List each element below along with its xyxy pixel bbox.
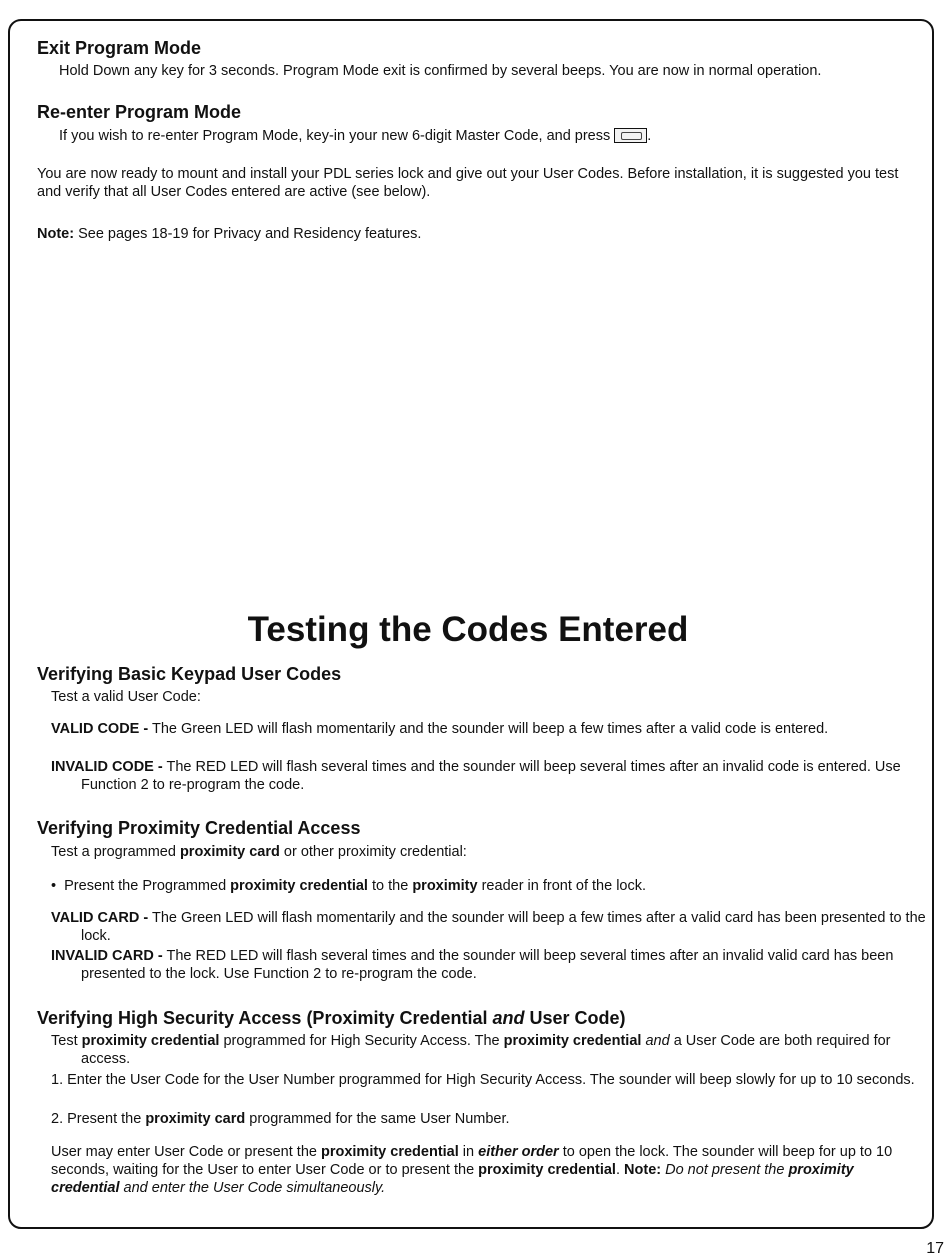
valid-card-label: VALID CARD - (51, 910, 149, 926)
testing-codes-title: Testing the Codes Entered (247, 610, 689, 649)
bullet-d: proximity (412, 878, 478, 894)
final-note-label: Note: (624, 1162, 662, 1178)
hs-heading-b: and (492, 1008, 525, 1028)
ready-paragraph: You are now ready to mount and install your PDL series lock and give out your User Codes. Before installation, it is suggested you test and verify that all User Codes entered are active (see below). (37, 166, 899, 200)
keypad-heading: Verifying Basic Keypad User Codes (37, 664, 342, 684)
final-c: in (458, 1144, 479, 1160)
step-1: 1. Enter the User Code for the User Number programmed for High Security Access. The sounder will beep slowly for up to 10 seconds. (51, 1072, 915, 1088)
hs-heading-a: Verifying High Security Access (Proximity Credential (37, 1008, 493, 1028)
step2-b: proximity card (145, 1111, 246, 1127)
valid-code-text (51, 720, 941, 738)
invalid-code-text (51, 758, 941, 794)
high-security-intro (51, 1032, 941, 1068)
hs-intro-b: proximity credential (81, 1033, 220, 1049)
final-f: proximity credential (478, 1162, 616, 1178)
keypad-intro: Test a valid User Code: (51, 689, 201, 705)
step-2 (51, 1110, 911, 1128)
enter-key-icon (614, 128, 647, 143)
proximity-intro-a: Test a programmed (51, 844, 180, 860)
hs-intro-d: proximity credential (503, 1033, 642, 1049)
invalid-card-text (51, 947, 941, 983)
reenter-text-end: . (647, 128, 652, 144)
final-h: Do not present the (661, 1162, 789, 1178)
bullet-c: to the (367, 878, 413, 894)
bullet-a: Present the Programmed (64, 878, 231, 894)
bullet-b: proximity credential (230, 878, 368, 894)
note-label: Note: (37, 226, 75, 242)
proximity-bullet (51, 877, 911, 895)
hs-heading-c: User Code) (524, 1008, 626, 1028)
bullet-icon: • (51, 878, 57, 894)
high-security-heading (37, 1008, 626, 1029)
reenter-program-mode-heading: Re-enter Program Mode (37, 102, 242, 122)
proximity-intro (51, 843, 467, 861)
step2-c: programmed for the same User Number. (245, 1111, 510, 1127)
final-g: . (615, 1162, 625, 1178)
hs-intro-a: Test (51, 1033, 82, 1049)
proximity-intro-c: or other proximity credential: (279, 844, 467, 860)
final-e: to open the lock. The sounder will beep for up to 10 seconds, waiting for the User to enter User Code or to present the (51, 1144, 893, 1178)
reenter-program-mode-text (59, 127, 919, 145)
invalid-card-desc: The RED LED will flash several times and the sounder will beep several times after an invalid valid card has been presented to the lock. Use Function 2 to re-program the code. (81, 948, 894, 982)
final-i: proximity credential (51, 1162, 854, 1196)
invalid-code-desc: The RED LED will flash several times and the sounder will beep several times after an invalid code is entered. Use Function 2 to re-program the code. (81, 759, 901, 793)
bullet-e: reader in front of the lock. (477, 878, 647, 894)
final-b: proximity credential (320, 1144, 459, 1160)
valid-code-label: VALID CODE - (51, 721, 149, 737)
proximity-intro-b: proximity card (179, 844, 280, 860)
page-number: 17 (926, 1240, 944, 1257)
invalid-code-label: INVALID CODE - (51, 759, 163, 775)
proximity-heading: Verifying Proximity Credential Access (37, 818, 361, 838)
valid-card-text (51, 909, 941, 945)
hs-intro-c: programmed for High Security Access. The (219, 1033, 504, 1049)
reenter-text: If you wish to re-enter Program Mode, key-in your new 6-digit Master Code, and press (59, 128, 611, 144)
invalid-card-label: INVALID CARD - (51, 948, 163, 964)
exit-program-mode-text: Hold Down any key for 3 seconds. Program Mode exit is confirmed by several beeps. You are now in normal operation. (59, 63, 822, 79)
hs-intro-f: and (645, 1033, 670, 1049)
valid-code-desc: The Green LED will flash momentarily and the sounder will beep a few times after a valid code is entered. (148, 721, 829, 737)
final-a: User may enter User Code or present the (51, 1144, 321, 1160)
hs-intro-g: a User Code are both required for access. (81, 1033, 891, 1067)
final-paragraph (51, 1143, 913, 1197)
final-j: and enter the User Code simultaneously. (119, 1180, 386, 1196)
step2-a: 2. Present the (51, 1111, 146, 1127)
valid-card-desc: The Green LED will flash momentarily and the sounder will beep a few times after a valid card has been presented to the lock. (81, 910, 926, 944)
final-d: either order (478, 1144, 559, 1160)
privacy-note (37, 225, 912, 243)
note-text: See pages 18-19 for Privacy and Residency features. (74, 226, 422, 242)
exit-program-mode-heading: Exit Program Mode (37, 38, 202, 58)
